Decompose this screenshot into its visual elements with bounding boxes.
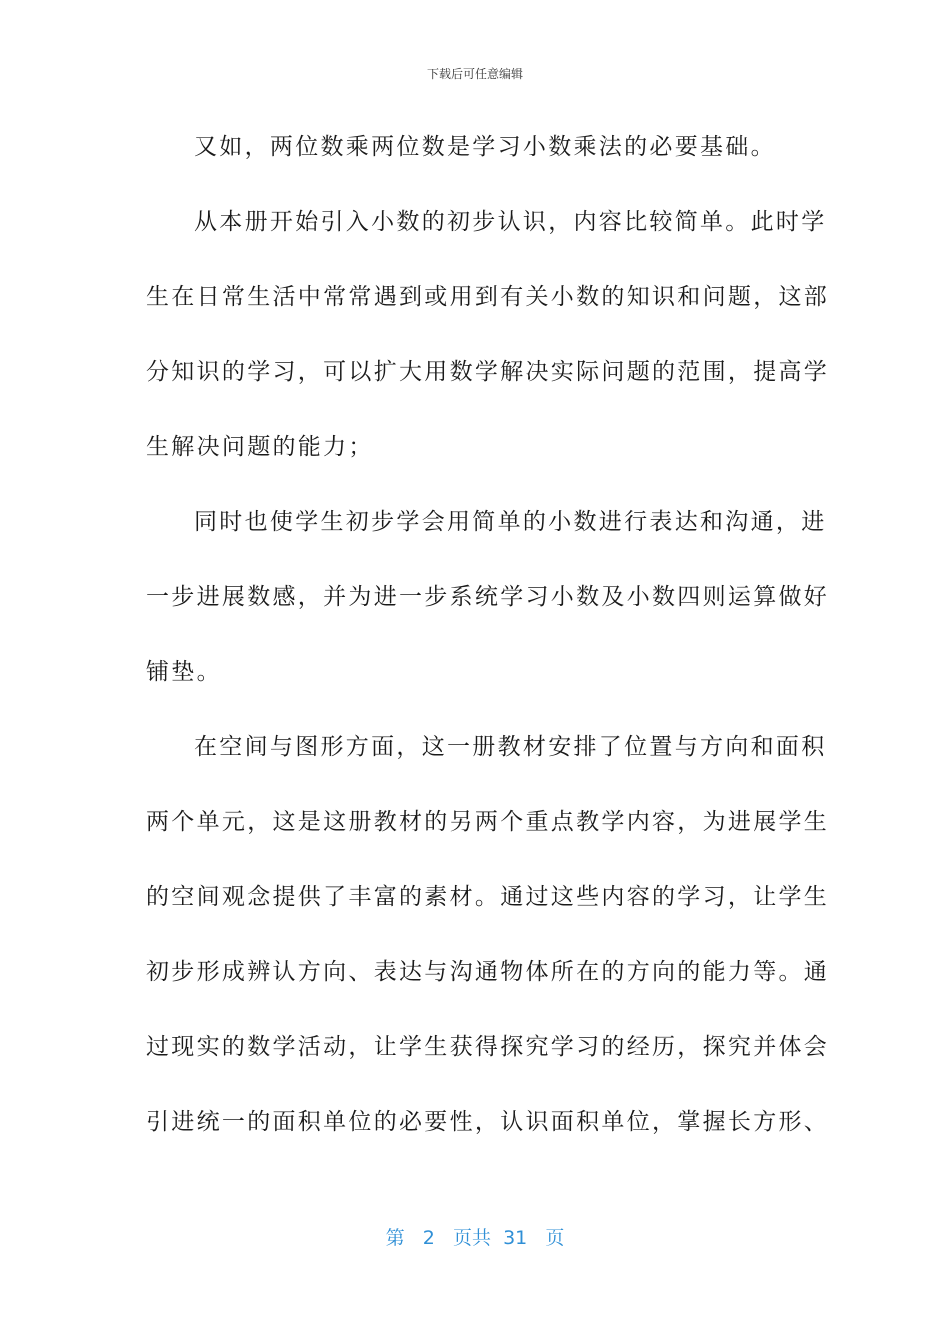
text-line: 一步进展数感，并为进一步系统学习小数及小数四则运算做好 [146,584,830,610]
footer-suffix: 页 [545,1227,565,1249]
text-line: 从本册开始引入小数的初步认识，内容比较简单。此时学 [194,209,827,235]
text-line: 引进统一的面积单位的必要性，认识面积单位，掌握长方形、 [146,1109,830,1135]
footer-current-page: 2 [422,1227,435,1249]
text-line: 分知识的学习，可以扩大用数学解决实际问题的范围，提高学 [146,359,830,385]
text-line: 在空间与图形方面，这一册教材安排了位置与方向和面积 [194,734,827,760]
footer-prefix: 第 [385,1227,405,1249]
page-header-note: 下载后可任意编辑 [426,67,523,81]
text-line: 两个单元，这是这册教材的另两个重点教学内容，为进展学生 [146,809,830,835]
text-line: 过现实的数学活动，让学生获得探究学习的经历，探究并体会 [146,1034,830,1060]
text-line: 生在日常生活中常常遇到或用到有关小数的知识和问题，这部 [146,284,830,310]
text-line: 初步形成辨认方向、表达与沟通物体所在的方向的能力等。通 [146,959,830,985]
footer-middle: 页共 [452,1227,491,1249]
text-line: 的空间观念提供了丰富的素材。通过这些内容的学习，让学生 [146,884,830,910]
text-line: 铺垫。 [146,659,222,685]
page-footer [0,1226,950,1250]
text-line: 又如，两位数乘两位数是学习小数乘法的必要基础。 [194,134,776,160]
document-body [146,127,830,1177]
text-line: 生解决问题的能力； [146,434,374,460]
footer-total-pages: 31 [503,1227,528,1249]
text-line: 同时也使学生初步学会用简单的小数进行表达和沟通，进 [194,509,827,535]
